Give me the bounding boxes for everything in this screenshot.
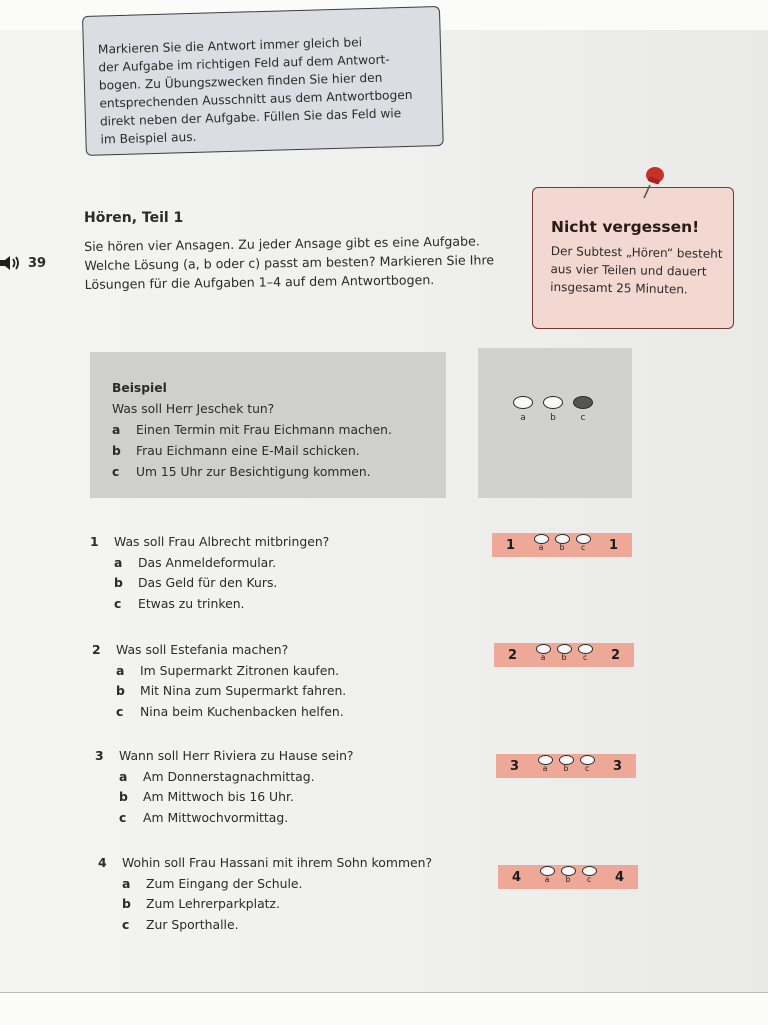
answer-bubble-b[interactable] xyxy=(559,755,574,773)
bubble-oval xyxy=(513,396,533,409)
answer-option xyxy=(119,787,354,808)
bubble-letter: c xyxy=(580,413,586,423)
example-option xyxy=(112,462,424,483)
bubble-letter: c xyxy=(584,764,590,773)
option-letter: a xyxy=(116,662,125,678)
answer-option xyxy=(116,702,346,723)
answer-option xyxy=(114,594,329,615)
option-letter: a xyxy=(112,423,121,437)
instruction-line: der Aufgabe im richtigen Feld auf dem Antwort- xyxy=(98,52,390,75)
question-3 xyxy=(95,746,354,828)
bubble-letter: a xyxy=(542,764,548,773)
strip-number-left: 2 xyxy=(508,647,518,663)
instruction-line: direkt neben der Aufgabe. Füllen Sie das Feld wie xyxy=(99,106,402,129)
option-text: Das Geld für den Kurs. xyxy=(138,575,278,590)
example-option xyxy=(112,441,424,462)
option-letter: b xyxy=(119,789,128,804)
instruction-line: im Beispiel aus. xyxy=(100,129,197,147)
example-option xyxy=(112,420,424,441)
option-letter: b xyxy=(116,683,125,698)
option-letter: b xyxy=(122,896,131,911)
answer-option xyxy=(114,573,329,594)
bubble-letter: c xyxy=(580,543,586,552)
bubble-letter: c xyxy=(582,653,588,662)
question-1 xyxy=(90,532,329,614)
bubble-oval-filled xyxy=(573,396,593,409)
question-4 xyxy=(98,853,432,935)
option-letter: c xyxy=(122,916,130,932)
instruction-line: Markieren Sie die Antwort immer gleich bei xyxy=(97,35,363,57)
instruction-line: entsprechenden Ausschnitt aus dem Antwortbogen xyxy=(99,87,413,111)
answer-strip-1 xyxy=(492,533,632,557)
option-text: Das Anmeldeformular. xyxy=(138,554,277,570)
bubble-letter: b xyxy=(559,543,565,552)
answer-bubble-b[interactable] xyxy=(557,644,572,662)
strip-number-left: 1 xyxy=(506,537,516,553)
option-letter: a xyxy=(122,875,131,891)
strip-number-right: 2 xyxy=(610,647,620,663)
pushpin-icon xyxy=(638,165,668,199)
bubble-letter: a xyxy=(538,543,544,552)
bubble-letter: b xyxy=(563,764,569,773)
bubble-oval xyxy=(543,396,563,409)
answer-strip-3 xyxy=(496,754,636,778)
option-text: Am Mittwoch bis 16 Uhr. xyxy=(143,789,294,804)
answer-bubble-b[interactable] xyxy=(561,866,576,884)
answer-bubble-c[interactable] xyxy=(582,866,597,884)
strip-number-right: 1 xyxy=(608,537,618,553)
bubble-letter: a xyxy=(540,653,546,662)
strip-number-left: 3 xyxy=(510,758,520,774)
answer-bubble-a[interactable] xyxy=(513,396,533,430)
answer-strip-4 xyxy=(498,865,638,889)
answer-option xyxy=(119,808,354,829)
instruction-line: bogen. Zu Übungszwecken finden Sie hier den xyxy=(98,70,383,93)
answer-bubble-b[interactable] xyxy=(555,534,570,552)
instruction-box xyxy=(82,6,444,156)
bubble-letter: b xyxy=(561,653,567,662)
option-letter: c xyxy=(116,703,124,719)
option-text: Etwas zu trinken. xyxy=(138,595,245,611)
option-letter: c xyxy=(114,595,122,611)
strip-number-left: 4 xyxy=(512,869,522,885)
question-number: 3 xyxy=(95,748,104,763)
option-text: Um 15 Uhr zur Besichtigung kommen. xyxy=(136,465,371,479)
option-text: Nina beim Kuchenbacken helfen. xyxy=(140,703,344,719)
strip-number-right: 3 xyxy=(612,758,622,774)
note-text: Der Subtest „Hören“ besteht aus vier Teilen und dauert insgesamt 25 Minuten. xyxy=(550,243,723,297)
answer-option xyxy=(122,874,432,895)
question-number: 4 xyxy=(98,855,107,870)
answer-bubble-a[interactable] xyxy=(536,644,551,662)
option-text: Zur Sporthalle. xyxy=(146,916,239,932)
answer-bubble-a[interactable] xyxy=(538,755,553,773)
strip-number-right: 4 xyxy=(614,869,624,885)
answer-option xyxy=(116,661,346,682)
answer-bubble-c[interactable] xyxy=(580,755,595,773)
option-letter: b xyxy=(112,444,121,458)
bubble-letter: a xyxy=(544,875,550,884)
answer-bubble-a[interactable] xyxy=(534,534,549,552)
answer-option xyxy=(122,894,432,915)
question-text: Was soll Frau Albrecht mitbringen? xyxy=(114,534,330,549)
option-text: Frau Eichmann eine E-Mail schicken. xyxy=(136,444,360,458)
audio-track-number: 39 xyxy=(28,255,47,271)
question-number: 1 xyxy=(90,534,99,549)
answer-strip-2 xyxy=(494,643,634,667)
question-2 xyxy=(92,640,346,722)
example-block xyxy=(90,352,446,498)
option-text: Mit Nina zum Supermarkt fahren. xyxy=(140,683,347,698)
audio-track-marker[interactable] xyxy=(0,255,46,271)
option-letter: a xyxy=(119,768,128,784)
reminder-note xyxy=(532,187,734,329)
option-letter: c xyxy=(119,809,127,825)
section-title: Hören, Teil 1 xyxy=(84,210,184,226)
option-text: Einen Termin mit Frau Eichmann machen. xyxy=(136,423,392,437)
answer-option xyxy=(116,681,346,702)
answer-option xyxy=(114,553,329,574)
option-text: Im Supermarkt Zitronen kaufen. xyxy=(140,662,340,678)
example-label: Beispiel xyxy=(112,381,167,395)
option-letter: b xyxy=(114,575,123,590)
bubble-letter: a xyxy=(520,413,526,423)
question-text: Was soll Estefania machen? xyxy=(116,642,289,657)
answer-option xyxy=(122,915,432,936)
answer-bubble-a[interactable] xyxy=(540,866,555,884)
question-number: 2 xyxy=(92,642,101,657)
option-text: Zum Eingang der Schule. xyxy=(146,875,303,891)
option-letter: c xyxy=(112,465,120,479)
answer-option xyxy=(119,767,354,788)
bubble-letter: b xyxy=(565,875,571,884)
answer-bubble-b[interactable] xyxy=(543,396,563,430)
answer-bubble-c[interactable] xyxy=(578,644,593,662)
answer-bubble-c[interactable] xyxy=(576,534,591,552)
section-intro: Sie hören vier Ansagen. Zu jeder Ansage gibt es eine Aufgabe. Welche Lösung (a, b oder c) passt am besten? Markieren Sie Ihre Lösungen für die Aufgaben 1–4 auf dem Antwortbogen. xyxy=(84,233,495,292)
option-letter: a xyxy=(114,554,123,570)
page-bottom-margin xyxy=(0,992,768,1025)
question-text: Wohin soll Frau Hassani mit ihrem Sohn kommen? xyxy=(122,855,433,870)
bubble-letter: c xyxy=(586,875,592,884)
bubble-letter: b xyxy=(550,413,556,423)
example-question: Was soll Herr Jeschek tun? xyxy=(112,402,275,416)
question-text: Wann soll Herr Riviera zu Hause sein? xyxy=(119,748,354,763)
option-text: Zum Lehrerparkplatz. xyxy=(146,896,280,911)
note-title: Nicht vergessen! xyxy=(551,218,700,236)
answer-bubble-c-marked[interactable] xyxy=(573,396,593,430)
speaker-icon xyxy=(0,255,22,271)
example-answer-bubbles xyxy=(513,396,603,430)
option-text: Am Mittwochvormittag. xyxy=(143,809,289,825)
option-text: Am Donnerstagnachmittag. xyxy=(143,768,315,784)
